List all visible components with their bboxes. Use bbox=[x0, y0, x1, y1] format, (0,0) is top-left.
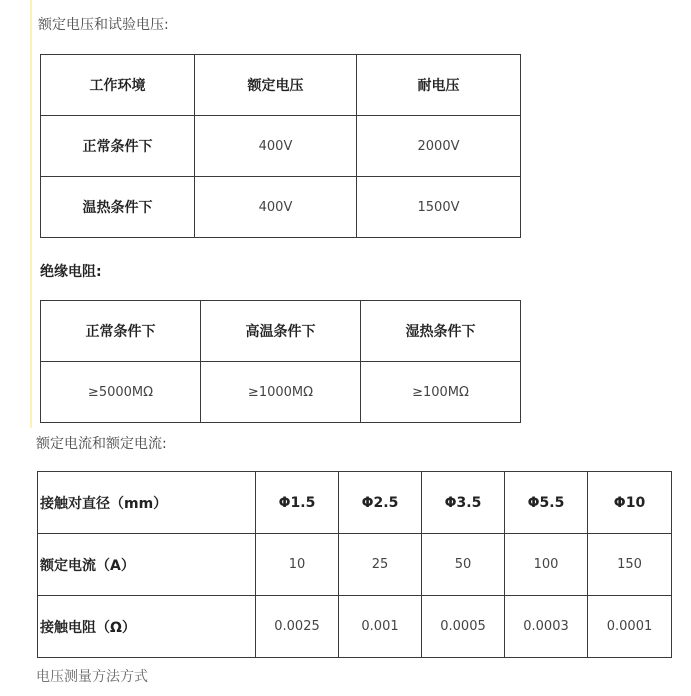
table-cell: ≥1000MΩ bbox=[201, 362, 361, 423]
header-cell-normal: 正常条件下 bbox=[41, 301, 201, 362]
current-section-label: 额定电流和额定电流: bbox=[36, 436, 167, 452]
voltage-table bbox=[40, 54, 521, 238]
table-header-row bbox=[38, 472, 672, 534]
table-cell: 2000V bbox=[357, 116, 521, 177]
row-label: 正常条件下 bbox=[41, 116, 195, 177]
table-row bbox=[38, 596, 672, 658]
header-cell-high-temp: 高温条件下 bbox=[201, 301, 361, 362]
table-cell: 50 bbox=[422, 534, 505, 596]
table-cell: 25 bbox=[339, 534, 422, 596]
row-label: 接触电阻（Ω） bbox=[38, 596, 256, 658]
table-cell: 0.0025 bbox=[256, 596, 339, 658]
table-cell: 400V bbox=[195, 177, 357, 238]
table-row bbox=[41, 362, 521, 423]
table-row bbox=[41, 116, 521, 177]
next-section-label: 电压测量方法方式 bbox=[36, 669, 148, 685]
insulation-table bbox=[40, 300, 521, 423]
header-cell-phi-2-5: Φ2.5 bbox=[339, 472, 422, 534]
header-cell-rated-voltage: 额定电压 bbox=[195, 55, 357, 116]
table-row bbox=[41, 177, 521, 238]
row-label: 额定电流（A） bbox=[38, 534, 256, 596]
table-cell: ≥100MΩ bbox=[361, 362, 521, 423]
table-cell: ≥5000MΩ bbox=[41, 362, 201, 423]
table-cell: 400V bbox=[195, 116, 357, 177]
header-cell-phi-3-5: Φ3.5 bbox=[422, 472, 505, 534]
header-cell-phi-1-5: Φ1.5 bbox=[256, 472, 339, 534]
voltage-section-label: 额定电压和试验电压: bbox=[38, 17, 169, 33]
header-cell-damp-heat: 湿热条件下 bbox=[361, 301, 521, 362]
header-cell-diameter: 接触对直径（mm） bbox=[38, 472, 256, 534]
table-header-row bbox=[41, 55, 521, 116]
header-cell-phi-10: Φ10 bbox=[588, 472, 672, 534]
table-row bbox=[38, 534, 672, 596]
header-cell-environment: 工作环境 bbox=[41, 55, 195, 116]
table-cell: 0.0001 bbox=[588, 596, 672, 658]
current-table bbox=[37, 471, 672, 658]
left-accent-line bbox=[30, 0, 32, 428]
table-header-row bbox=[41, 301, 521, 362]
table-cell: 100 bbox=[505, 534, 588, 596]
table-cell: 1500V bbox=[357, 177, 521, 238]
header-cell-phi-5-5: Φ5.5 bbox=[505, 472, 588, 534]
table-cell: 150 bbox=[588, 534, 672, 596]
header-cell-withstand-voltage: 耐电压 bbox=[357, 55, 521, 116]
row-label: 温热条件下 bbox=[41, 177, 195, 238]
insulation-section-label: 绝缘电阻: bbox=[40, 264, 102, 280]
table-cell: 10 bbox=[256, 534, 339, 596]
table-cell: 0.0005 bbox=[422, 596, 505, 658]
table-cell: 0.0003 bbox=[505, 596, 588, 658]
table-cell: 0.001 bbox=[339, 596, 422, 658]
